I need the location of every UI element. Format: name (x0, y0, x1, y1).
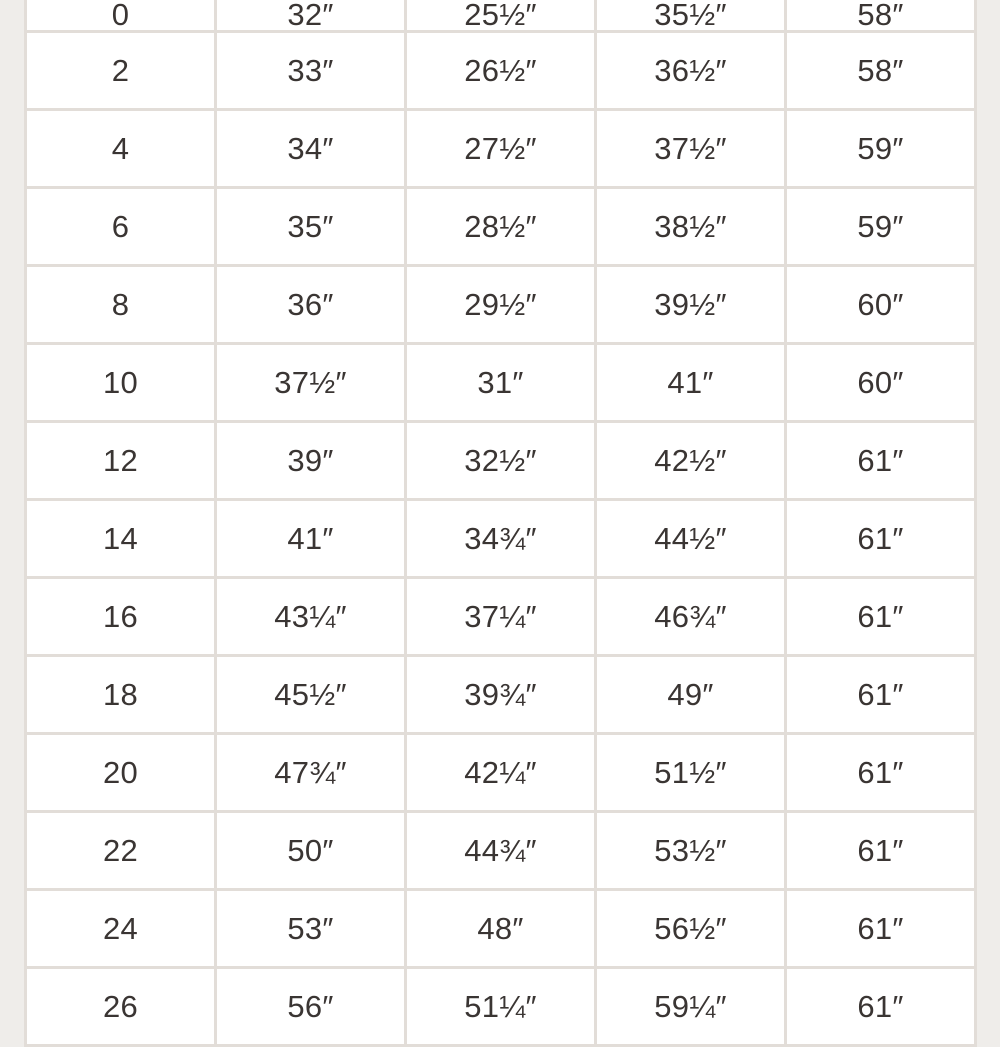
table-row (26, 266, 976, 344)
cell-value: 35½″ (654, 0, 727, 32)
cell-value: 60″ (857, 364, 904, 400)
table-cell-hips (596, 890, 786, 968)
table-cell-length (786, 656, 976, 734)
cell-value: 18 (102, 676, 139, 712)
table-row (26, 734, 976, 812)
table-cell-length (786, 578, 976, 656)
cell-value: 34″ (287, 130, 334, 166)
cell-value: 45½″ (274, 676, 347, 712)
cell-value: 34¾″ (464, 520, 537, 556)
table-cell-hips (596, 812, 786, 890)
cell-value: 61″ (857, 520, 904, 556)
cell-value: 37½″ (274, 364, 347, 400)
table-cell-bust (216, 266, 406, 344)
table-cell-size (26, 890, 216, 968)
table-row (26, 656, 976, 734)
table-cell-size (26, 32, 216, 110)
table-row (26, 578, 976, 656)
table-cell-length (786, 968, 976, 1046)
table-cell-length (786, 422, 976, 500)
cell-value: 59¼″ (654, 988, 727, 1024)
cell-value: 53″ (287, 910, 334, 946)
table-cell-waist (406, 812, 596, 890)
cell-value: 14 (102, 520, 139, 556)
cell-value: 26 (102, 988, 139, 1024)
cell-value: 51¼″ (464, 988, 537, 1024)
table-cell-waist (406, 656, 596, 734)
cell-value: 12 (102, 442, 139, 478)
table-row (26, 890, 976, 968)
cell-value: 58″ (857, 0, 904, 32)
table-cell-bust (216, 344, 406, 422)
cell-value: 32½″ (464, 442, 537, 478)
cell-value: 43¼″ (274, 598, 347, 634)
cell-value: 10 (102, 364, 139, 400)
cell-value: 44½″ (654, 520, 727, 556)
table-cell-hips (596, 656, 786, 734)
table-row (26, 968, 976, 1046)
table-cell-hips (596, 0, 786, 32)
table-cell-bust (216, 890, 406, 968)
table-cell-waist (406, 266, 596, 344)
table-cell-length (786, 266, 976, 344)
table-cell-size (26, 0, 216, 32)
cell-value: 31″ (477, 364, 524, 400)
table-cell-bust (216, 812, 406, 890)
cell-value: 59″ (857, 208, 904, 244)
table-cell-length (786, 500, 976, 578)
table-cell-size (26, 578, 216, 656)
table-cell-hips (596, 110, 786, 188)
cell-value: 37¼″ (464, 598, 537, 634)
cell-value: 42½″ (654, 442, 727, 478)
cell-value: 28½″ (464, 208, 537, 244)
table-row (26, 500, 976, 578)
table-cell-hips (596, 266, 786, 344)
cell-value: 36½″ (654, 52, 727, 88)
cell-value: 0 (111, 0, 130, 32)
table-cell-size (26, 812, 216, 890)
cell-value: 2 (111, 52, 130, 88)
cell-value: 50″ (287, 832, 334, 868)
table-cell-bust (216, 968, 406, 1046)
table-cell-hips (596, 422, 786, 500)
table-cell-size (26, 110, 216, 188)
table-cell-hips (596, 32, 786, 110)
cell-value: 29½″ (464, 286, 537, 322)
cell-value: 53½″ (654, 832, 727, 868)
table-row (26, 422, 976, 500)
cell-value: 41″ (287, 520, 334, 556)
cell-value: 20 (102, 754, 139, 790)
cell-value: 41″ (667, 364, 714, 400)
cell-value: 25½″ (464, 0, 537, 32)
table-row (26, 188, 976, 266)
cell-value: 61″ (857, 598, 904, 634)
size-chart-table (24, 0, 977, 1047)
table-cell-size (26, 500, 216, 578)
cell-value: 27½″ (464, 130, 537, 166)
cell-value: 38½″ (654, 208, 727, 244)
cell-value: 61″ (857, 754, 904, 790)
cell-value: 46¾″ (654, 598, 727, 634)
cell-value: 61″ (857, 832, 904, 868)
cell-value: 48″ (477, 910, 524, 946)
table-row (26, 0, 976, 32)
table-cell-waist (406, 968, 596, 1046)
table-cell-length (786, 188, 976, 266)
table-cell-bust (216, 656, 406, 734)
size-chart-body (26, 0, 976, 1046)
cell-value: 42¼″ (464, 754, 537, 790)
table-cell-waist (406, 890, 596, 968)
cell-value: 60″ (857, 286, 904, 322)
table-cell-size (26, 422, 216, 500)
table-cell-length (786, 0, 976, 32)
table-cell-size (26, 188, 216, 266)
table-cell-size (26, 344, 216, 422)
table-row (26, 110, 976, 188)
cell-value: 4 (111, 130, 130, 166)
table-cell-waist (406, 578, 596, 656)
cell-value: 44¾″ (464, 832, 537, 868)
cell-value: 47¾″ (274, 754, 347, 790)
table-cell-bust (216, 188, 406, 266)
table-cell-length (786, 734, 976, 812)
table-row (26, 344, 976, 422)
table-cell-waist (406, 0, 596, 32)
cell-value: 61″ (857, 676, 904, 712)
table-cell-size (26, 734, 216, 812)
table-cell-length (786, 344, 976, 422)
cell-value: 26½″ (464, 52, 537, 88)
cell-value: 24 (102, 910, 139, 946)
cell-value: 35″ (287, 208, 334, 244)
cell-value: 39″ (287, 442, 334, 478)
cell-value: 58″ (857, 52, 904, 88)
cell-value: 33″ (287, 52, 334, 88)
table-cell-hips (596, 500, 786, 578)
cell-value: 49″ (667, 676, 714, 712)
cell-value: 61″ (857, 910, 904, 946)
table-cell-size (26, 968, 216, 1046)
cell-value: 8 (111, 286, 130, 322)
table-cell-waist (406, 32, 596, 110)
table-cell-waist (406, 188, 596, 266)
table-cell-bust (216, 422, 406, 500)
table-cell-size (26, 656, 216, 734)
cell-value: 16 (102, 598, 139, 634)
table-cell-hips (596, 968, 786, 1046)
cell-value: 36″ (287, 286, 334, 322)
table-row (26, 32, 976, 110)
table-cell-size (26, 266, 216, 344)
table-cell-waist (406, 344, 596, 422)
table-cell-hips (596, 734, 786, 812)
table-cell-waist (406, 110, 596, 188)
table-cell-bust (216, 578, 406, 656)
cell-value: 39½″ (654, 286, 727, 322)
table-cell-bust (216, 734, 406, 812)
cell-value: 32″ (287, 0, 334, 32)
cell-value: 39¾″ (464, 676, 537, 712)
table-cell-bust (216, 500, 406, 578)
table-cell-waist (406, 734, 596, 812)
table-cell-hips (596, 578, 786, 656)
table-cell-bust (216, 110, 406, 188)
cell-value: 6 (111, 208, 130, 244)
table-cell-hips (596, 344, 786, 422)
cell-value: 61″ (857, 988, 904, 1024)
table-cell-waist (406, 422, 596, 500)
cell-value: 22 (102, 832, 139, 868)
cell-value: 61″ (857, 442, 904, 478)
cell-value: 51½″ (654, 754, 727, 790)
table-cell-bust (216, 32, 406, 110)
cell-value: 59″ (857, 130, 904, 166)
table-cell-length (786, 812, 976, 890)
table-cell-hips (596, 188, 786, 266)
table-cell-bust (216, 0, 406, 32)
table-cell-length (786, 890, 976, 968)
table-cell-length (786, 110, 976, 188)
cell-value: 56½″ (654, 910, 727, 946)
table-row (26, 812, 976, 890)
table-cell-length (786, 32, 976, 110)
table-cell-waist (406, 500, 596, 578)
cell-value: 37½″ (654, 130, 727, 166)
cell-value: 56″ (287, 988, 334, 1024)
